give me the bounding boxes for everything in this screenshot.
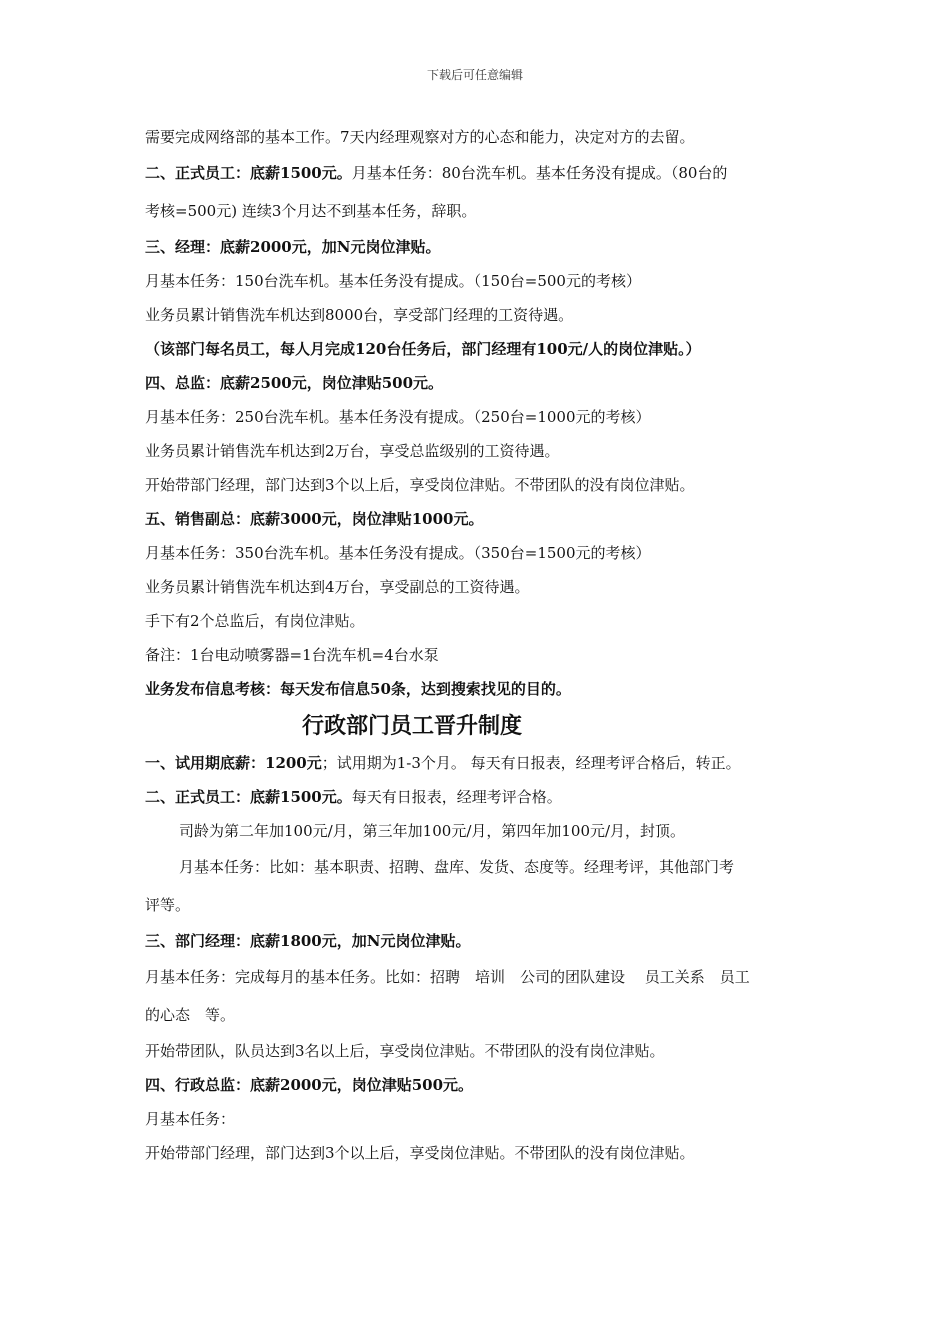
sales-line-14: 业务员累计销售洗车机达到4万台，享受副总的工资待遇。 — [145, 578, 530, 596]
sales-line-10: 业务员累计销售洗车机达到2万台，享受总监级别的工资待遇。 — [145, 442, 560, 460]
admin-heading-director: 四、行政总监：底薪2000元，岗位津贴500元。 — [145, 1076, 474, 1094]
sales-line-15: 手下有2个总监后，有岗位津贴。 — [145, 612, 365, 630]
admin-line-2-text: 每天有日报表，经理考评合格。 — [351, 788, 562, 806]
sales-line-9: 月基本任务：250台洗车机。基本任务没有提成。（250台=1000元的考核） — [145, 408, 651, 426]
admin-line-1-heading: 一、试用期底薪：1200元 — [145, 754, 322, 772]
sales-line-11: 开始带部门经理，部门达到3个以上后，享受岗位津贴。不带团队的没有岗位津贴。 — [145, 476, 695, 494]
sales-line-2-heading: 二、正式员工：底薪1500元。 — [145, 164, 352, 182]
page-header-note: 下载后可任意编辑 — [426, 68, 523, 82]
admin-line-9: 开始带团队，队员达到3名以上后，享受岗位津贴。不带团队的没有岗位津贴。 — [145, 1042, 665, 1060]
sales-heading-manager: 三、经理：底薪2000元，加N元岗位津贴。 — [145, 238, 441, 256]
sales-line-6: 业务员累计销售洗车机达到8000台，享受部门经理的工资待遇。 — [145, 306, 574, 324]
admin-line-7: 月基本任务：完成每月的基本任务。比如：招聘 培训 公司的团队建设 员工关系 员工 — [145, 968, 750, 986]
admin-line-1 — [145, 746, 810, 780]
admin-line-1-text: ；试用期为1-3个月。 每天有日报表，经理考评合格后，转正。 — [321, 754, 741, 772]
sales-line-1: 需要完成网络部的基本工作。7天内经理观察对方的心态和能力，决定对方的去留。 — [145, 128, 695, 146]
sales-line-2 — [145, 154, 810, 192]
admin-line-4: 月基本任务：比如：基本职责、招聘、盘库、发货、态度等。经理考评，其他部门考 — [179, 858, 735, 876]
admin-line-8: 的心态 等。 — [145, 1006, 236, 1024]
admin-line-3: 司龄为第二年加100元/月，第三年加100元/月，第四年加100元/月，封顶。 — [179, 822, 686, 840]
admin-line-2-heading: 二、正式员工：底薪1500元。 — [145, 788, 352, 806]
admin-heading-manager: 三、部门经理：底薪1800元，加N元岗位津贴。 — [145, 932, 471, 950]
admin-line-12: 开始带部门经理，部门达到3个以上后，享受岗位津贴。不带团队的没有岗位津贴。 — [145, 1144, 695, 1162]
sales-line-17: 业务发布信息考核：每天发布信息50条，达到搜索找见的目的。 — [145, 680, 571, 698]
sales-line-2-text: 月基本任务：80台洗车机。基本任务没有提成。（80台的 — [351, 164, 728, 182]
sales-line-3: 考核=500元) 连续3个月达不到基本任务，辞职。 — [145, 202, 477, 220]
admin-line-11: 月基本任务： — [145, 1110, 236, 1128]
document-body — [145, 120, 810, 1170]
sales-heading-vp: 五、销售副总：底薪3000元，岗位津贴1000元。 — [145, 510, 484, 528]
admin-line-5: 评等。 — [145, 896, 191, 914]
admin-section-title: 行政部门员工晋升制度 — [302, 713, 523, 739]
admin-line-2 — [145, 780, 810, 814]
sales-line-13: 月基本任务：350台洗车机。基本任务没有提成。（350台=1500元的考核） — [145, 544, 651, 562]
sales-line-7: （该部门每名员工，每人月完成120台任务后，部门经理有100元/人的岗位津贴。） — [145, 340, 701, 358]
sales-line-16: 备注：1台电动喷雾器=1台洗车机=4台水泵 — [145, 646, 439, 664]
sales-line-5: 月基本任务：150台洗车机。基本任务没有提成。（150台=500元的考核） — [145, 272, 641, 290]
sales-heading-director: 四、总监：底薪2500元，岗位津贴500元。 — [145, 374, 444, 392]
